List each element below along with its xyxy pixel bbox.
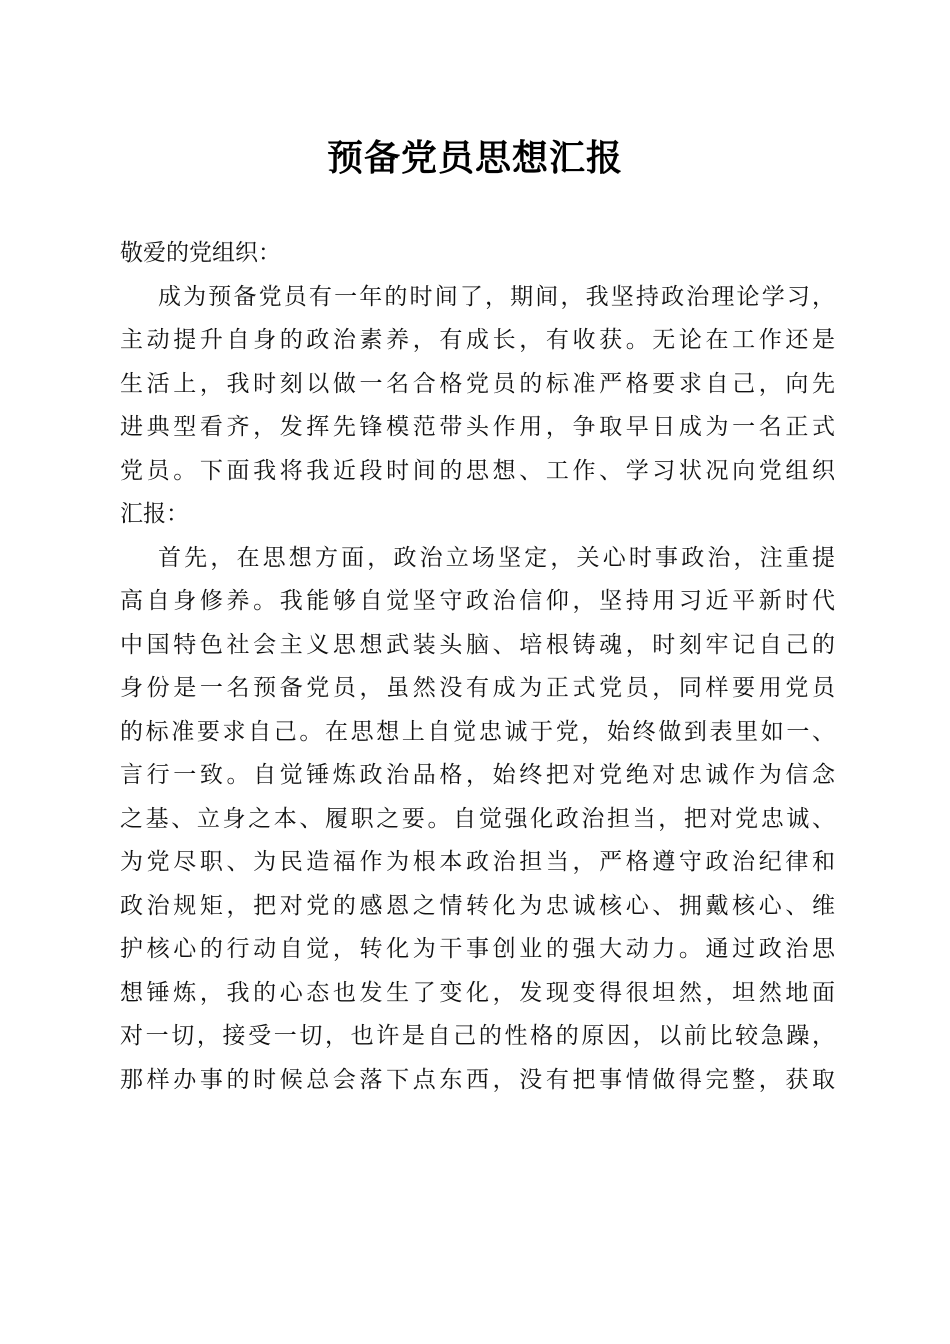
paragraph-line: 为党尽职、为民造福作为根本政治担当，严格遵守政治纪律和 [120,849,835,875]
document-title: 预备党员思想汇报 [326,137,623,179]
document-body [120,232,835,1102]
paragraph-line: 身份是一名预备党员，虽然没有成为正式党员，同样要用党员 [120,675,835,701]
paragraph-line: 党员。下面我将我近段时间的思想、工作、学习状况向党组织 [120,457,835,484]
paragraph-line: 进典型看齐，发挥先锋模范带头作用，争取早日成为一名正式 [120,414,835,440]
paragraph-line: 那样办事的时候总会落下点东西，没有把事情做得完整，获取 [120,1066,835,1093]
paragraph-line: 中国特色社会主义思想武装头脑、培根铸魂，时刻牢记自己的 [120,631,835,658]
paragraph-2 [120,537,835,1103]
paragraph-line: 政治规矩，把对党的感恩之情转化为忠诚核心、拥戴核心、维 [120,892,835,919]
paragraph-1 [120,276,835,537]
paragraph-line: 主动提升自身的政治素养，有成长，有收获。无论在工作还是 [120,327,835,353]
paragraph-line: 之基、立身之本、履职之要。自觉强化政治担当，把对党忠诚、 [120,805,835,832]
paragraph-line: 护核心的行动自觉，转化为干事创业的强大动力。通过政治思 [120,936,835,962]
salutation: 敬爱的党组织： [120,240,281,266]
paragraph-line: 汇报： [120,501,189,527]
paragraph-line: 的标准要求自己。在思想上自觉忠诚于党，始终做到表里如一、 [120,718,835,745]
paragraph-line: 成为预备党员有一年的时间了，期间，我坚持政治理论学习， [158,283,835,310]
paragraph-line: 想锤炼，我的心态也发生了变化，发现变得很坦然，坦然地面 [120,979,835,1006]
paragraph-line: 高自身修养。我能够自觉坚守政治信仰，坚持用习近平新时代 [120,588,835,614]
paragraph-line: 首先，在思想方面，政治立场坚定，关心时事政治，注重提 [158,544,835,571]
paragraph-line: 生活上，我时刻以做一名合格党员的标准严格要求自己，向先 [120,370,835,397]
paragraph-line: 对一切，接受一切，也许是自己的性格的原因，以前比较急躁， [120,1023,835,1049]
paragraph-line: 言行一致。自觉锤炼政治品格，始终把对党绝对忠诚作为信念 [120,762,835,788]
